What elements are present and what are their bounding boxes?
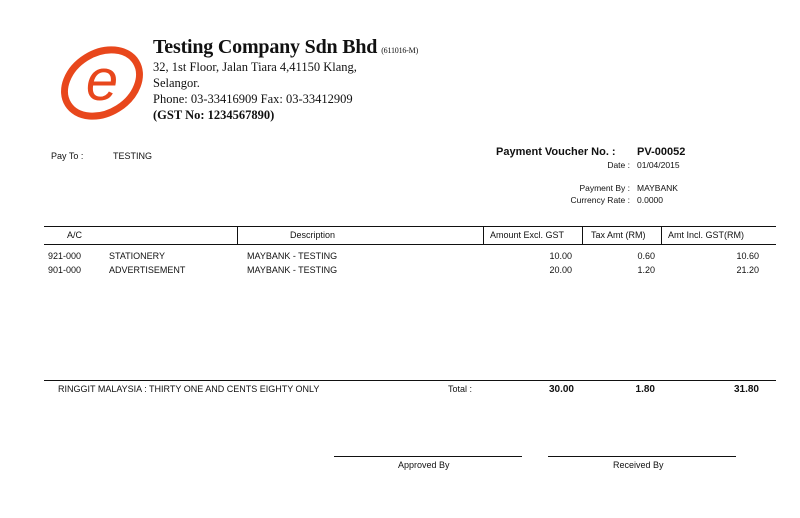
totals-top-border bbox=[44, 380, 776, 381]
approved-by-signature-line bbox=[334, 456, 522, 457]
voucher-date: 01/04/2015 bbox=[637, 160, 680, 170]
table-header-description: Description bbox=[290, 230, 336, 240]
table-header-tax: Tax Amt (RM) bbox=[591, 230, 646, 240]
pay-to-value: TESTING bbox=[113, 151, 153, 161]
table-col-divider bbox=[237, 227, 238, 244]
table-header-amount-incl: Amt Incl. GST(RM) bbox=[668, 230, 744, 240]
table-col-divider bbox=[661, 227, 662, 244]
company-address-line1: 32, 1st Floor, Jalan Tiara 4,41150 Klang, bbox=[153, 60, 357, 74]
received-by-signature-line bbox=[548, 456, 736, 457]
company-logo-letter: e bbox=[85, 48, 119, 113]
row-description: MAYBANK - TESTING bbox=[247, 251, 338, 261]
payment-by-label: Payment By : bbox=[579, 183, 630, 193]
table-col-divider bbox=[483, 227, 484, 244]
table-header-ac: A/C bbox=[67, 230, 83, 240]
row-amount-incl: 10.60 bbox=[736, 251, 759, 261]
voucher-number: PV-00052 bbox=[637, 146, 686, 158]
table-header-top-border bbox=[44, 226, 776, 227]
total-amount-incl: 31.80 bbox=[733, 384, 759, 395]
row-ac-name: STATIONERY bbox=[109, 251, 166, 261]
total-label: Total : bbox=[448, 384, 473, 394]
row-amount-excl: 20.00 bbox=[549, 265, 572, 275]
table-header-amount-excl: Amount Excl. GST bbox=[490, 230, 565, 240]
total-tax: 1.80 bbox=[635, 384, 655, 395]
company-phone-fax: Phone: 03-33416909 Fax: 03-33412909 bbox=[153, 92, 353, 106]
company-logo bbox=[56, 40, 148, 126]
approved-by-label: Approved By bbox=[398, 460, 450, 470]
voucher-number-label: Payment Voucher No. : bbox=[496, 146, 616, 158]
company-gst-no: (GST No: 1234567890) bbox=[153, 108, 275, 122]
voucher-date-label: Date : bbox=[607, 160, 630, 170]
payment-by-value: MAYBANK bbox=[637, 183, 678, 193]
row-tax: 1.20 bbox=[637, 265, 655, 275]
pay-to-label: Pay To : bbox=[51, 151, 84, 161]
currency-rate-label: Currency Rate : bbox=[570, 195, 630, 205]
row-description: MAYBANK - TESTING bbox=[247, 265, 338, 275]
company-address-line2: Selangor. bbox=[153, 76, 200, 90]
company-reg-no: (611016-M) bbox=[381, 46, 419, 55]
row-tax: 0.60 bbox=[637, 251, 655, 261]
company-name: Testing Company Sdn Bhd (611016-M) bbox=[153, 36, 419, 58]
received-by-label: Received By bbox=[613, 460, 664, 470]
currency-rate-value: 0.0000 bbox=[637, 195, 663, 205]
row-ac-code: 921-000 bbox=[48, 251, 82, 261]
row-ac-code: 901-000 bbox=[48, 265, 82, 275]
row-ac-name: ADVERTISEMENT bbox=[109, 265, 186, 275]
row-amount-excl: 10.00 bbox=[549, 251, 572, 261]
total-amount-excl: 30.00 bbox=[548, 384, 574, 395]
table-header-bottom-border bbox=[44, 244, 776, 245]
amount-in-words: RINGGIT MALAYSIA : THIRTY ONE AND CENTS EIGHTY ONLY bbox=[58, 384, 320, 394]
table-col-divider bbox=[582, 227, 583, 244]
row-amount-incl: 21.20 bbox=[736, 265, 759, 275]
